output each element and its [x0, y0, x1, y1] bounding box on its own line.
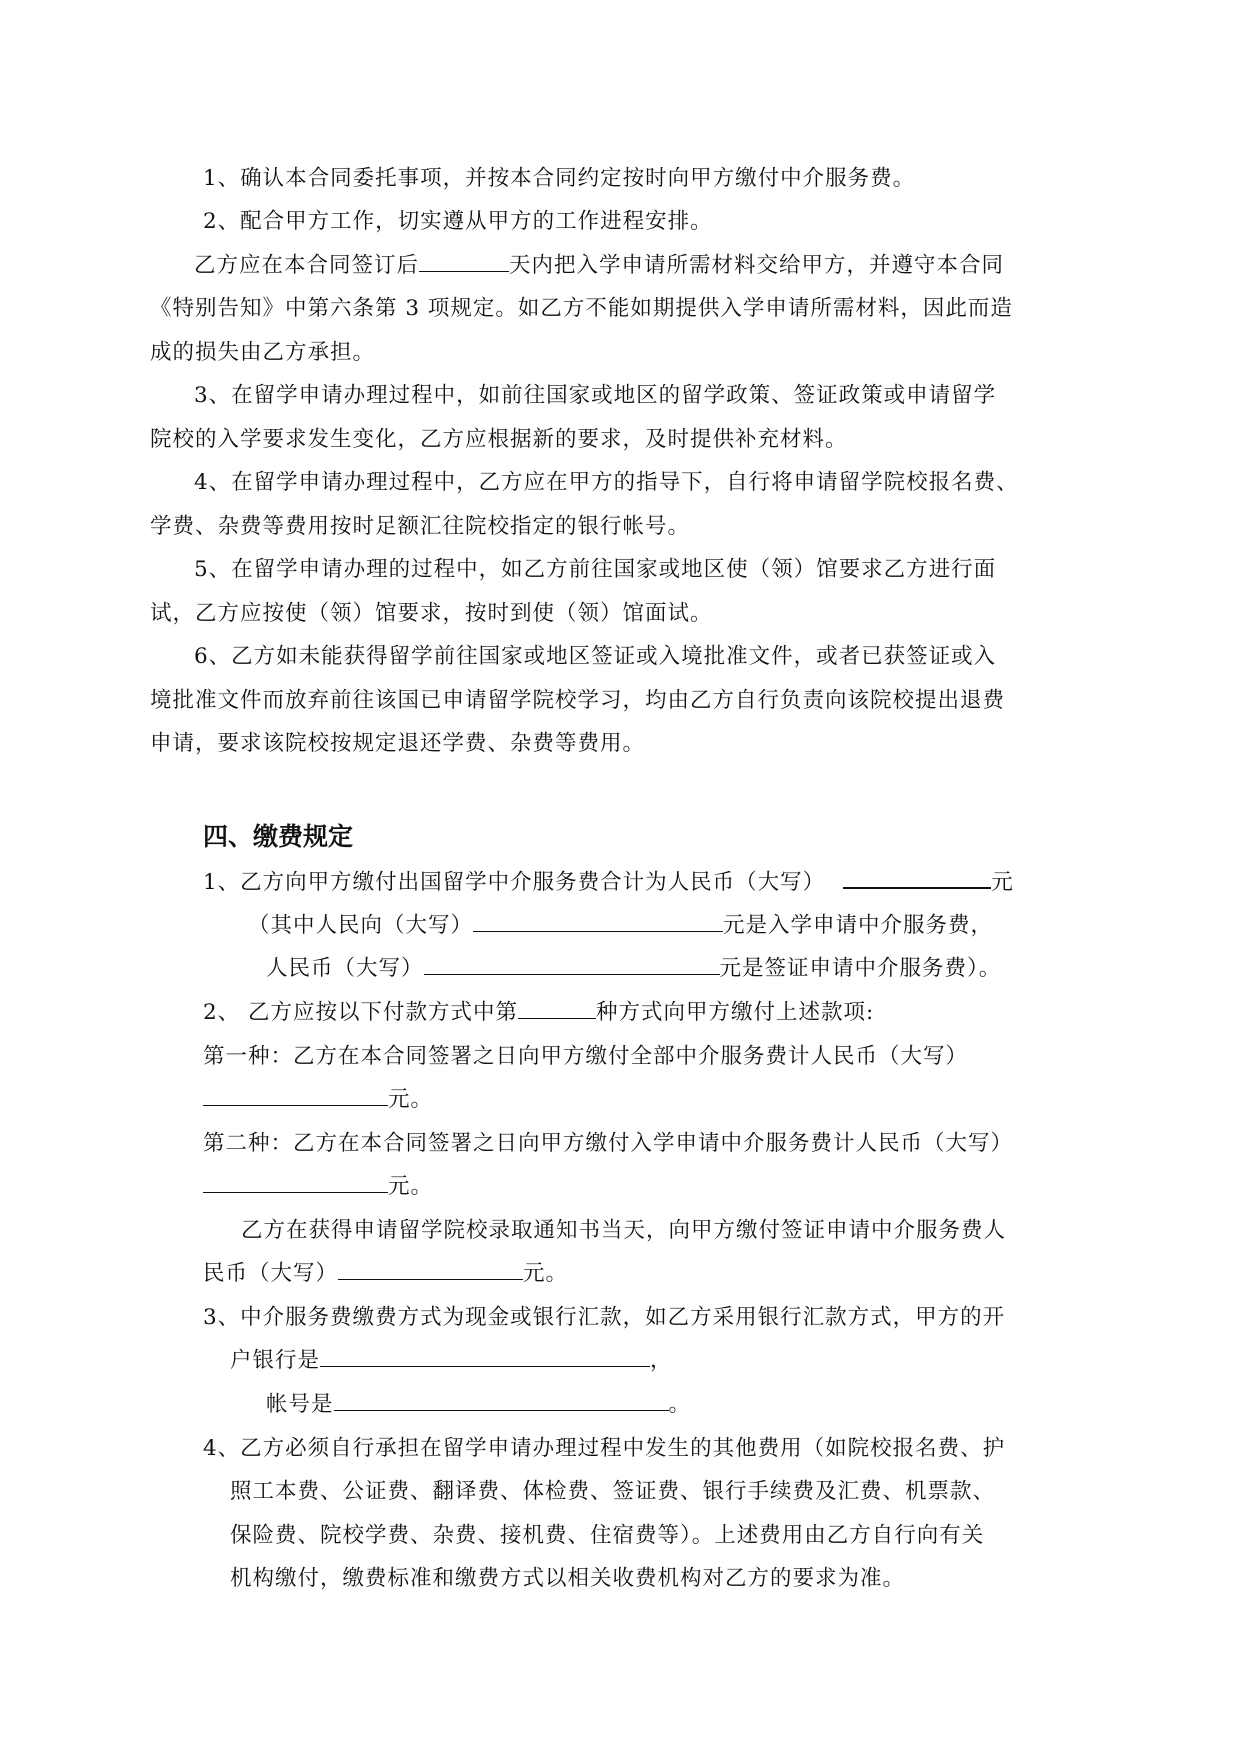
method-2-visa-unit: 元。: [523, 1261, 569, 1286]
account-end: 。: [668, 1392, 692, 1417]
fee-2-line: [203, 998, 874, 1028]
fee-1-line-1: [203, 867, 1014, 898]
material-paragraph-line-3: 成的损失由乙方承担。: [150, 340, 376, 365]
payment-method-label: 2、 乙方应按以下付款方式中第: [203, 1000, 519, 1025]
days-blank[interactable]: [419, 251, 509, 272]
method-2-unit: 元。: [388, 1174, 434, 1199]
material-deadline-text: 乙方应在本合同签订后: [194, 253, 420, 278]
account-number-blank[interactable]: [334, 1390, 669, 1411]
method-2-amount-blank[interactable]: [203, 1172, 388, 1193]
material-deadline-text-end: 天内把入学申请所需材料交给甲方，并遵守本合同: [509, 253, 1005, 278]
fee-3-line-2: [230, 1346, 673, 1376]
method-1-unit: 元。: [388, 1087, 434, 1112]
bank-name-blank[interactable]: [320, 1346, 650, 1367]
obligation-5-line-2: 试，乙方应按使（领）馆要求，按时到使（领）馆面试。: [150, 601, 713, 626]
bank-end: ，: [650, 1348, 673, 1373]
fee-3-line-3: [266, 1390, 691, 1420]
material-paragraph-line-2: 《特别告知》中第六条第 3 项规定。如乙方不能如期提供入学申请所需材料，因此而造: [150, 296, 1013, 321]
visa-fee-rmb-label: 民币（大写）: [203, 1261, 339, 1286]
fee-3-line-1: 3、中介服务费缴费方式为现金或银行汇款，如乙方采用银行汇款方式，甲方的开: [203, 1305, 1006, 1330]
method-2-visa-line-2: [203, 1259, 568, 1289]
admission-fee-label: （其中人民向（大写）: [248, 913, 474, 938]
obligation-6-line-3: 申请，要求该院校按规定退还学费、杂费等费用。: [150, 731, 646, 756]
method-1-amount-blank[interactable]: [203, 1085, 388, 1106]
obligation-5-line-1: 5、在留学申请办理的过程中，如乙方前往国家或地区使（领）馆要求乙方进行面: [194, 557, 997, 582]
visa-fee-end: 元是签证申请中介服务费）。: [719, 956, 1002, 981]
section-heading-fees: 四、缴费规定: [203, 822, 354, 851]
fee-4-line-1: 4、乙方必须自行承担在留学申请办理过程中发生的其他费用（如院校报名费、护: [203, 1436, 1006, 1461]
admission-fee-blank[interactable]: [473, 911, 723, 932]
obligation-4-line-2: 学费、杂费等费用按时足额汇往院校指定的银行帐号。: [150, 514, 691, 539]
method-1-line-1: 第一种：乙方在本合同签署之日向甲方缴付全部中介服务费计人民币（大写）: [203, 1044, 969, 1069]
method-2-line-1: 第二种：乙方在本合同签署之日向甲方缴付入学申请中介服务费计人民币（大写）: [203, 1131, 1014, 1156]
obligation-3-line-2: 院校的入学要求发生变化，乙方应根据新的要求，及时提供补充材料。: [150, 427, 848, 452]
payment-method-end: 种方式向甲方缴付上述款项:: [596, 1000, 875, 1025]
obligation-2: 2、配合甲方工作，切实遵从甲方的工作进程安排。: [203, 209, 713, 234]
fee-total-label: 1、乙方向甲方缴付出国留学中介服务费合计为人民币（大写）: [203, 870, 826, 895]
obligation-3-line-1: 3、在留学申请办理过程中，如前往国家或地区的留学政策、签证政策或申请留学: [194, 383, 997, 408]
account-label: 帐号是: [266, 1392, 334, 1417]
obligation-6-line-2: 境批准文件而放弃前往该国已申请留学院校学习，均由乙方自行负责向该院校提出退费: [150, 688, 1006, 713]
method-2-visa-line-1: 乙方在获得申请留学院校录取通知书当天，向甲方缴付签证申请中介服务费人: [241, 1218, 1007, 1243]
fee-4-line-4: 机构缴付，缴费标准和缴费方式以相关收费机构对乙方的要求为准。: [230, 1566, 906, 1591]
admission-fee-end: 元是入学申请中介服务费，: [723, 913, 994, 938]
method-2-line-2: [203, 1172, 433, 1202]
fee-total-blank[interactable]: [843, 867, 991, 889]
fee-1-line-2: [248, 911, 993, 941]
obligation-6-line-1: 6、乙方如未能获得留学前往国家或地区签证或入境批准文件，或者已获签证或入: [194, 644, 997, 669]
fee-1-line-3: [266, 954, 1001, 984]
fee-4-line-2: 照工本费、公证费、翻译费、体检费、签证费、银行手续费及汇费、机票款、: [230, 1479, 996, 1504]
payment-method-blank[interactable]: [518, 998, 596, 1019]
bank-label: 户银行是: [230, 1348, 321, 1373]
material-deadline-line: [194, 251, 1004, 281]
visa-fee-blank[interactable]: [424, 954, 720, 975]
visa-fee-label: 人民币（大写）: [266, 956, 424, 981]
obligation-4-line-1: 4、在留学申请办理过程中，乙方应在甲方的指导下，自行将申请留学院校报名费、: [194, 470, 1019, 495]
method-1-line-2: [203, 1085, 433, 1115]
obligation-1: 1、确认本合同委托事项，并按本合同约定按时向甲方缴付中介服务费。: [203, 166, 916, 191]
method-2-visa-blank[interactable]: [338, 1259, 523, 1280]
fee-total-unit: 元: [991, 870, 1014, 895]
fee-4-line-3: 保险费、院校学费、杂费、接机费、住宿费等）。上述费用由乙方自行向有关: [230, 1523, 985, 1548]
